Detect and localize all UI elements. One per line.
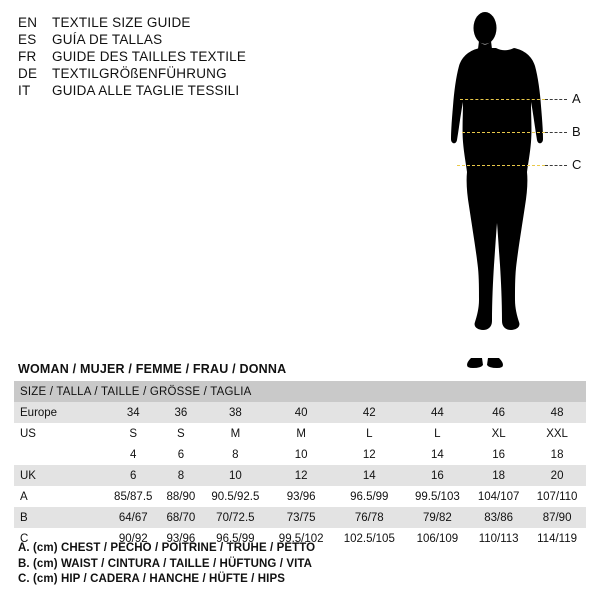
cell: 93/96: [160, 528, 201, 549]
cell: 36: [160, 402, 201, 423]
cell: 96.5/99: [333, 486, 406, 507]
cell: 114/119: [528, 528, 586, 549]
language-title: TEXTILGRÖßENFÜHRUNG: [52, 66, 227, 81]
measure-line-b: [462, 132, 545, 133]
cell: 93/96: [269, 486, 333, 507]
table-row: [14, 423, 586, 444]
language-row: [18, 65, 318, 82]
measure-label-a: A: [572, 91, 581, 106]
cell: M: [269, 423, 333, 444]
language-code: EN: [18, 15, 38, 30]
cell: 79/82: [406, 507, 470, 528]
woman-caption: WOMAN / MUJER / FEMME / FRAU / DONNA: [18, 362, 287, 376]
cell: XXL: [528, 423, 586, 444]
cell: 110/113: [469, 528, 528, 549]
row-label: Europe: [14, 402, 106, 423]
cell: 8: [160, 465, 201, 486]
cell: 12: [333, 444, 406, 465]
measure-line-b-extension: [545, 132, 567, 133]
measure-line-c: [457, 165, 545, 166]
cell: 73/75: [269, 507, 333, 528]
table-row: [14, 402, 586, 423]
row-label: B: [14, 507, 106, 528]
cell: S: [106, 423, 160, 444]
cell: 10: [269, 444, 333, 465]
cell: 104/107: [469, 486, 528, 507]
figure-area: [400, 6, 590, 376]
row-label: [14, 444, 106, 465]
cell: 99.5/103: [406, 486, 470, 507]
cell: 76/78: [333, 507, 406, 528]
language-code: DE: [18, 66, 38, 81]
language-code: ES: [18, 32, 37, 47]
language-row: [18, 14, 318, 31]
footnote-c: C. (cm) HIP / CADERA / HANCHE / HÜFTE / HIPS: [18, 573, 286, 585]
cell: 70/72.5: [201, 507, 269, 528]
table-header-label: SIZE / TALLA / TAILLE / GRÖSSE / TAGLIA: [14, 381, 586, 402]
cell: 96.5/99: [201, 528, 269, 549]
cell: 4: [106, 444, 160, 465]
cell: 83/86: [469, 507, 528, 528]
language-title: GUIDE DES TAILLES TEXTILE: [52, 49, 247, 64]
language-title: GUÍA DE TALLAS: [52, 32, 163, 47]
cell: 34: [106, 402, 160, 423]
measure-line-a: [460, 99, 545, 100]
footnote-b: B. (cm) WAIST / CINTURA / TAILLE / HÜFTUNG / VITA: [18, 557, 313, 570]
cell: 87/90: [528, 507, 586, 528]
cell: 16: [469, 444, 528, 465]
table-header-row: [14, 381, 586, 402]
cell: 48: [528, 402, 586, 423]
cell: 16: [406, 465, 470, 486]
cell: 46: [469, 402, 528, 423]
footnote-a: A. (cm) CHEST / PECHO / POITRINE / TRUHE / PETTO: [18, 542, 316, 554]
cell: 85/87.5: [106, 486, 160, 507]
language-title: GUIDA ALLE TAGLIE TESSILI: [52, 83, 240, 98]
cell: 6: [160, 444, 201, 465]
measure-line-a-extension: [545, 99, 567, 100]
language-row: [18, 48, 318, 65]
cell: 90.5/92.5: [201, 486, 269, 507]
measure-label-c: C: [572, 157, 582, 172]
cell: 38: [201, 402, 269, 423]
cell: 14: [406, 444, 470, 465]
woman-silhouette-icon: [400, 6, 590, 376]
cell: 18: [528, 444, 586, 465]
language-code: FR: [18, 49, 37, 64]
cell: 88/90: [160, 486, 201, 507]
footnotes: [18, 541, 315, 588]
cell: 12: [269, 465, 333, 486]
cell: 44: [406, 402, 470, 423]
cell: 106/109: [406, 528, 470, 549]
row-label: US: [14, 423, 106, 444]
size-table: [14, 381, 586, 549]
row-label: UK: [14, 465, 106, 486]
language-code: IT: [18, 83, 31, 98]
cell: L: [333, 423, 406, 444]
table-row: [14, 444, 586, 465]
measure-label-b: B: [572, 124, 581, 139]
cell: 64/67: [106, 507, 160, 528]
cell: 8: [201, 444, 269, 465]
cell: 14: [333, 465, 406, 486]
table-row: [14, 465, 586, 486]
language-title: TEXTILE SIZE GUIDE: [52, 15, 191, 30]
language-row: [18, 31, 318, 48]
cell: 20: [528, 465, 586, 486]
table-row: [14, 507, 586, 528]
cell: XL: [469, 423, 528, 444]
language-row: [18, 82, 318, 99]
measure-line-c-extension: [545, 165, 567, 166]
cell: 102.5/105: [333, 528, 406, 549]
cell: 90/92: [106, 528, 160, 549]
cell: 10: [201, 465, 269, 486]
cell: 18: [469, 465, 528, 486]
table-row: [14, 486, 586, 507]
cell: 68/70: [160, 507, 201, 528]
row-label: C: [14, 528, 106, 549]
cell: 42: [333, 402, 406, 423]
cell: M: [201, 423, 269, 444]
cell: L: [406, 423, 470, 444]
cell: S: [160, 423, 201, 444]
cell: 6: [106, 465, 160, 486]
cell: 107/110: [528, 486, 586, 507]
cell: 40: [269, 402, 333, 423]
language-title-block: [18, 14, 318, 99]
row-label: A: [14, 486, 106, 507]
cell: 99.5/102: [269, 528, 333, 549]
